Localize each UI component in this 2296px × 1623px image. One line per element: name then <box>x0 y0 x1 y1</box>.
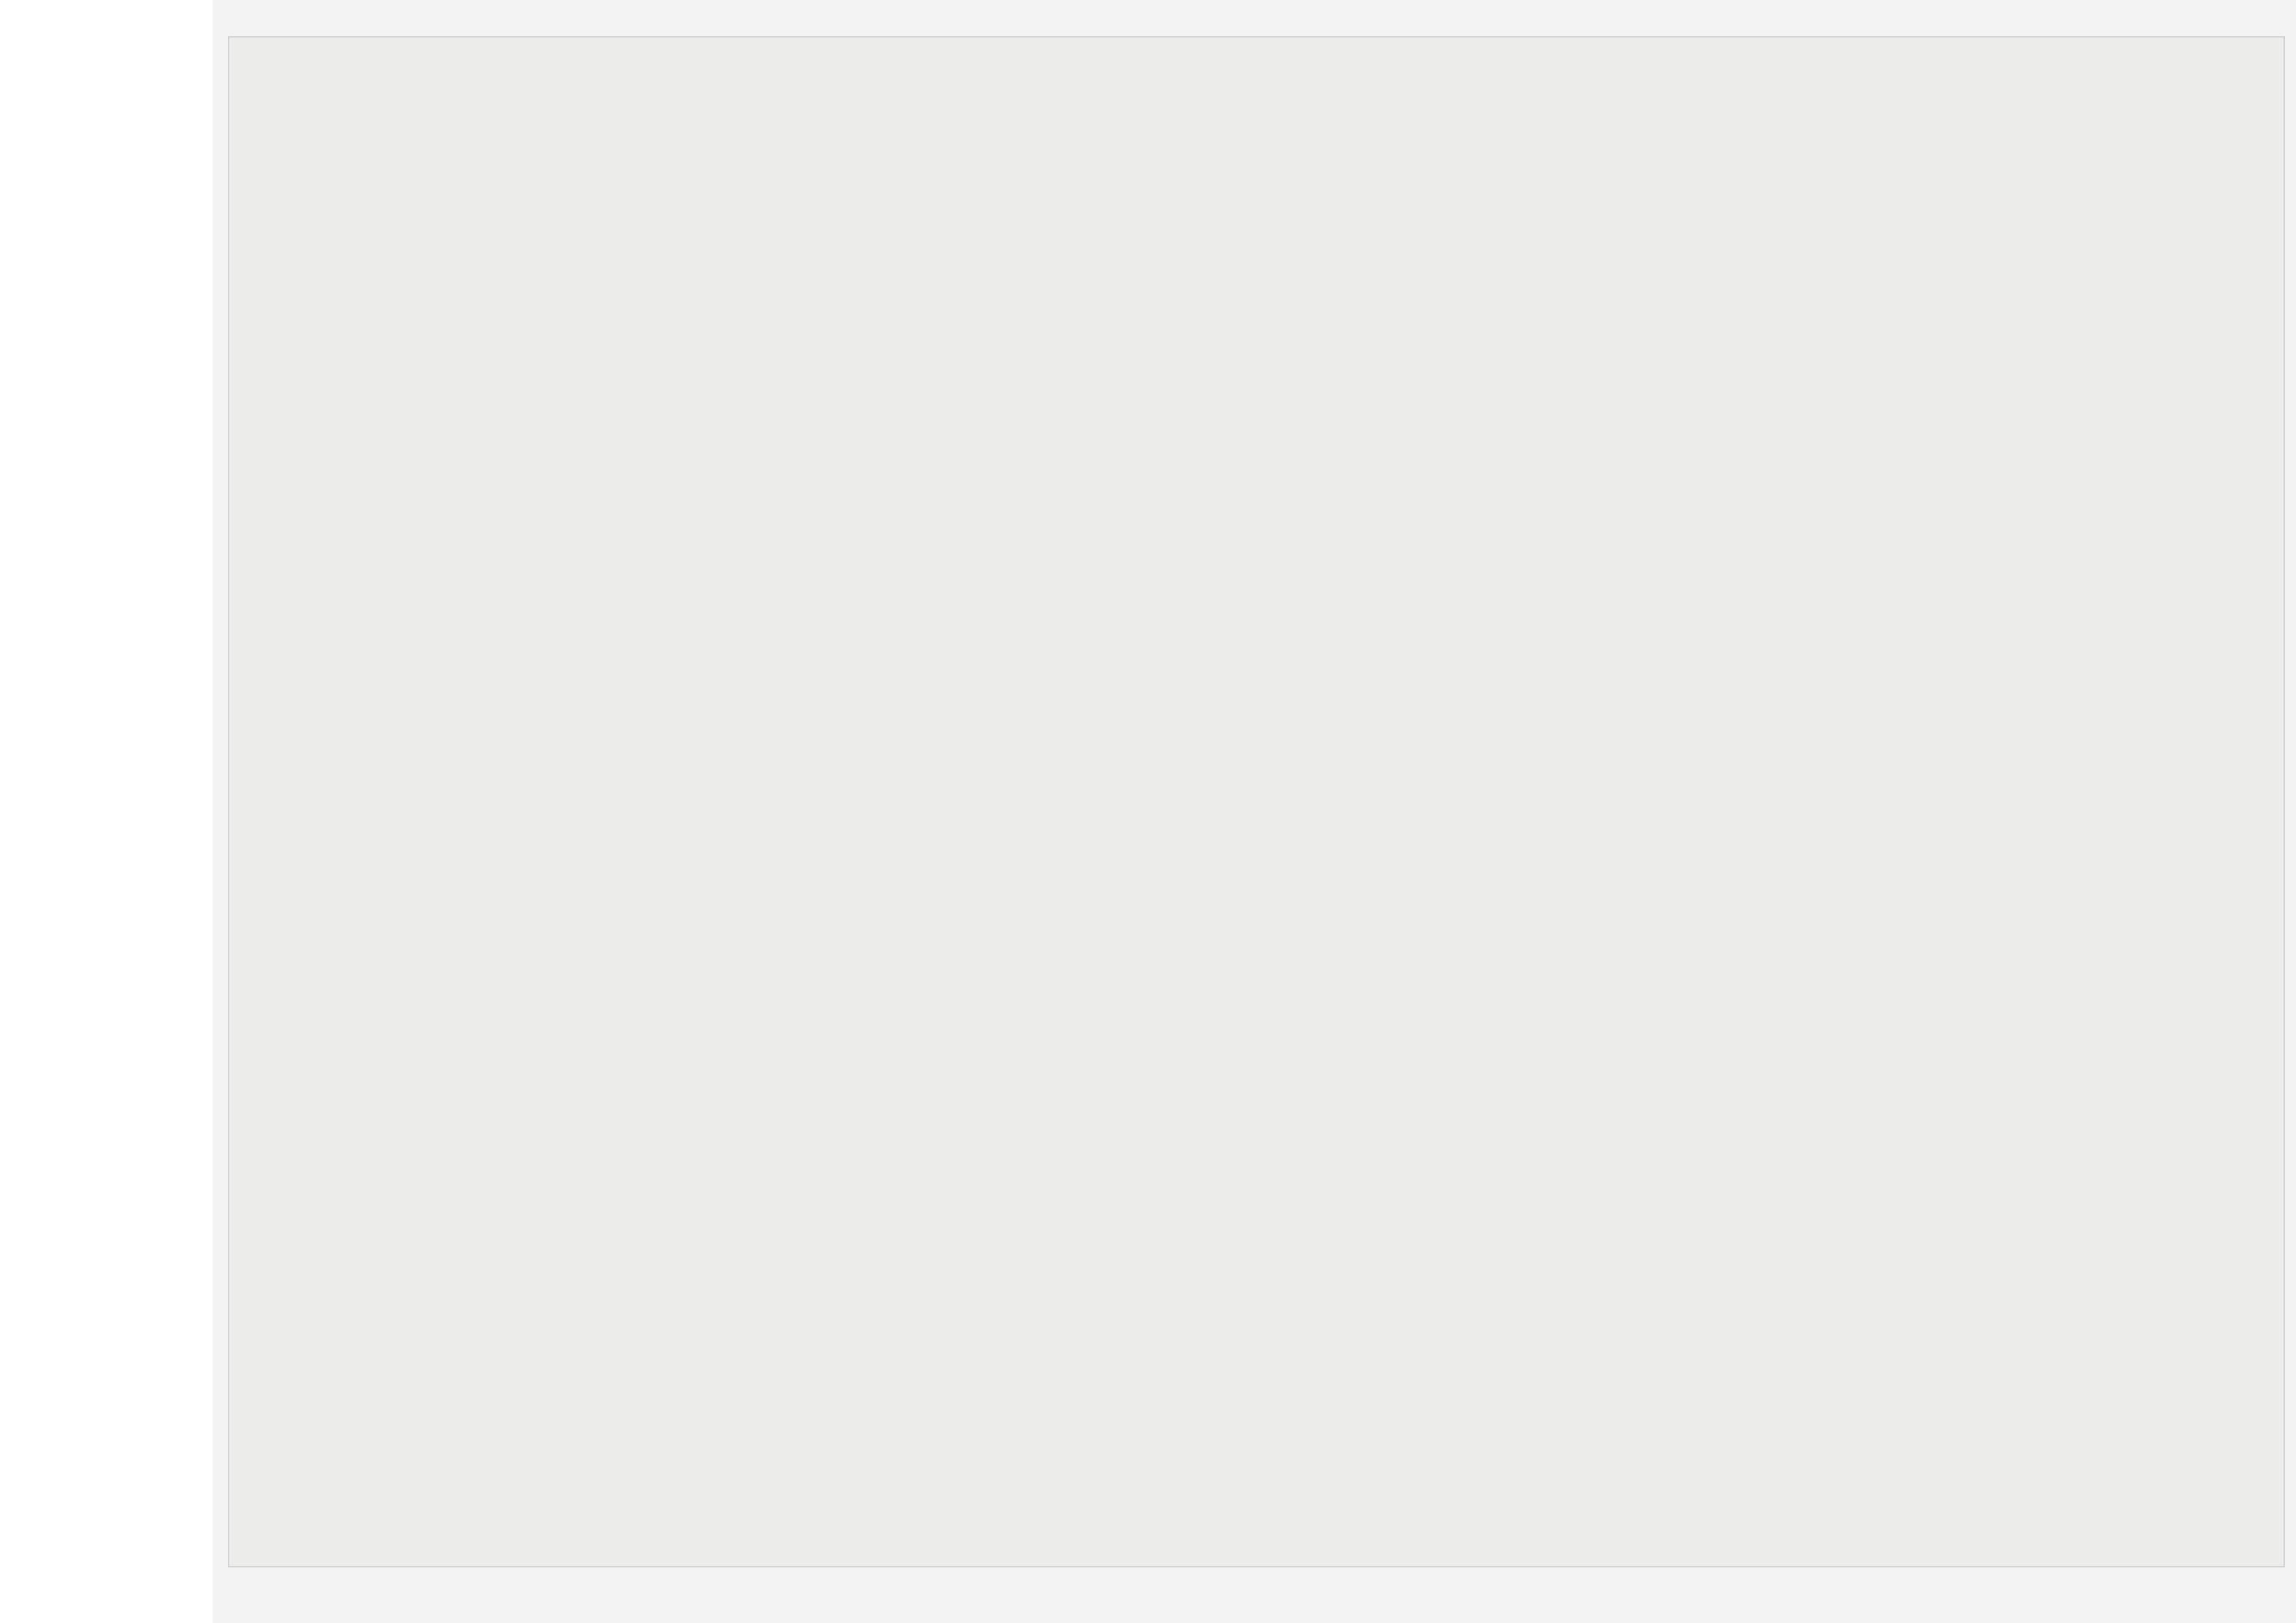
printout-sheet <box>228 36 2285 1567</box>
